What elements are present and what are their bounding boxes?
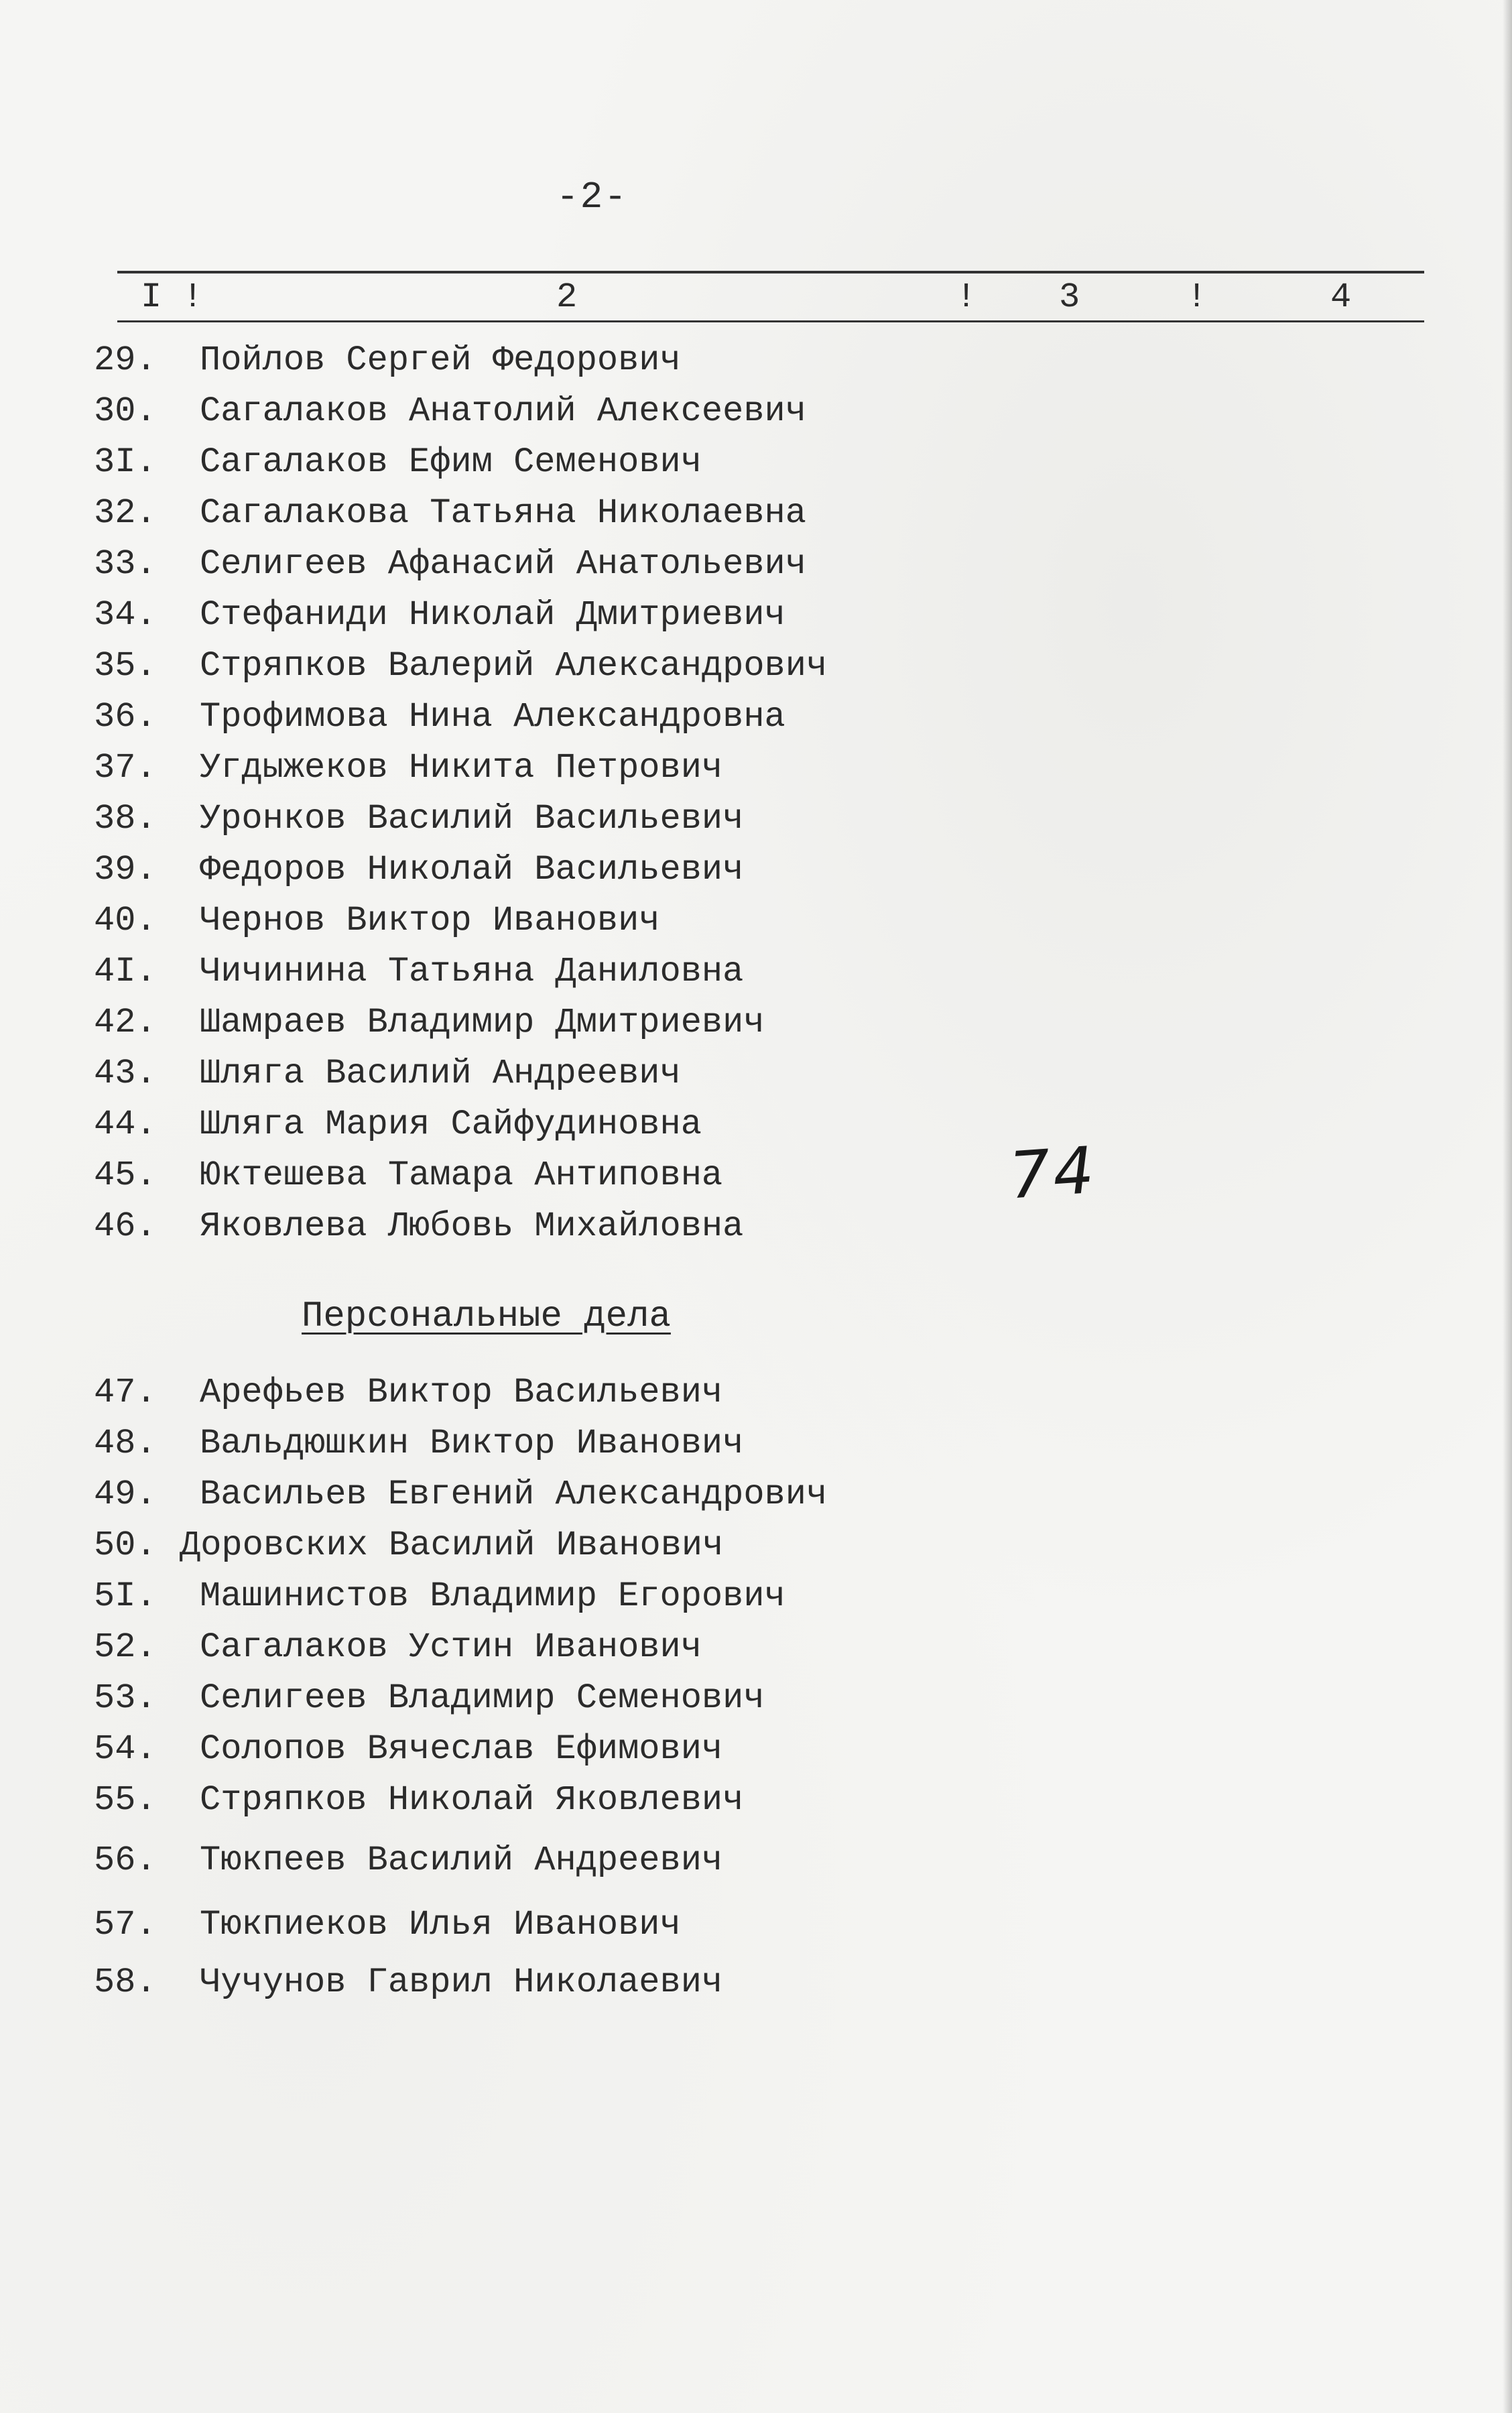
item-name: Чичинина Татьяна Даниловна — [200, 952, 744, 991]
table-header-top-rule — [117, 271, 1424, 273]
table-header-col-1: I — [141, 277, 162, 317]
item-number: 3I. — [94, 442, 157, 482]
item-number: 33. — [94, 544, 157, 584]
item-number: 55. — [94, 1780, 157, 1820]
item-number: 57. — [94, 1905, 157, 1944]
table-header-separator-2: ! — [956, 277, 977, 317]
page-edge-shadow — [1503, 0, 1512, 2413]
item-number: 44. — [94, 1105, 157, 1144]
item-name: Чучунов Гаврил Николаевич — [200, 1963, 723, 2002]
item-name: Васильев Евгений Александрович — [200, 1475, 828, 1514]
item-number: 46. — [94, 1206, 157, 1246]
item-number: 50. — [94, 1526, 157, 1565]
item-name: Машинистов Владимир Егорович — [200, 1576, 785, 1616]
item-name: Сагалаков Анатолий Алексеевич — [200, 391, 806, 431]
item-name: Угдыжеков Никита Петрович — [200, 748, 723, 788]
item-name: Федоров Николай Васильевич — [200, 850, 744, 889]
item-number: 4I. — [94, 952, 157, 991]
item-name: Сагалаков Ефим Семенович — [200, 442, 702, 482]
item-number: 32. — [94, 493, 157, 533]
item-name: Стряпков Николай Яковлевич — [200, 1780, 744, 1820]
section-title-personal-files: Персональные дела — [302, 1296, 671, 1337]
item-number: 39. — [94, 850, 157, 889]
table-header-separator-1: ! — [182, 277, 204, 317]
table-header-col-3: 3 — [1059, 277, 1080, 317]
item-name: Селигеев Афанасий Анатольевич — [200, 544, 806, 584]
item-name: Яковлева Любовь Михайловна — [200, 1206, 744, 1246]
item-number: 48. — [94, 1424, 157, 1463]
item-name: Пойлов Сергей Федорович — [200, 341, 681, 380]
item-name: Сагалакова Татьяна Николаевна — [200, 493, 806, 533]
item-number: 56. — [94, 1841, 157, 1880]
item-name: Доровских Василий Иванович — [180, 1526, 724, 1565]
item-number: 37. — [94, 748, 157, 788]
item-name: Шляга Василий Андреевич — [200, 1054, 681, 1093]
table-header-separator-3: ! — [1186, 277, 1208, 317]
item-number: 40. — [94, 901, 157, 940]
table-header-col-4: 4 — [1330, 277, 1352, 317]
item-name: Стефаниди Николай Дмитриевич — [200, 595, 785, 635]
item-number: 45. — [94, 1156, 157, 1195]
item-name: Тюкпеев Василий Андреевич — [200, 1841, 723, 1880]
handwritten-sheet-number: 74 — [1007, 1132, 1099, 1214]
item-number: 34. — [94, 595, 157, 635]
item-number: 43. — [94, 1054, 157, 1093]
item-number: 36. — [94, 697, 157, 737]
item-number: 47. — [94, 1373, 157, 1412]
item-name: Сагалаков Устин Иванович — [200, 1627, 702, 1667]
item-name: Стряпков Валерий Александрович — [200, 646, 828, 686]
item-number: 54. — [94, 1729, 157, 1769]
item-name: Вальдюшкин Виктор Иванович — [200, 1424, 744, 1463]
item-name: Чернов Виктор Иванович — [200, 901, 660, 940]
item-number: 42. — [94, 1003, 157, 1042]
page-number: -2- — [556, 176, 628, 219]
table-header-col-2: 2 — [556, 277, 578, 317]
item-name: Трофимова Нина Александровна — [200, 697, 785, 737]
item-name: Юктешева Тамара Антиповна — [200, 1156, 723, 1195]
item-name: Тюкпиеков Илья Иванович — [200, 1905, 681, 1944]
item-number: 38. — [94, 799, 157, 839]
item-number: 53. — [94, 1678, 157, 1718]
item-number: 52. — [94, 1627, 157, 1667]
table-header-bottom-rule — [117, 320, 1424, 322]
item-name: Арефьев Виктор Васильевич — [200, 1373, 723, 1412]
item-number: 5I. — [94, 1576, 157, 1616]
item-number: 35. — [94, 646, 157, 686]
item-name: Солопов Вячеслав Ефимович — [200, 1729, 723, 1769]
item-number: 49. — [94, 1475, 157, 1514]
item-name: Шамраев Владимир Дмитриевич — [200, 1003, 765, 1042]
item-name: Селигеев Владимир Семенович — [200, 1678, 765, 1718]
item-number: 30. — [94, 391, 157, 431]
item-name: Шляга Мария Сайфудиновна — [200, 1105, 702, 1144]
item-number: 58. — [94, 1963, 157, 2002]
item-name: Уронков Василий Васильевич — [200, 799, 744, 839]
item-number: 29. — [94, 341, 157, 380]
